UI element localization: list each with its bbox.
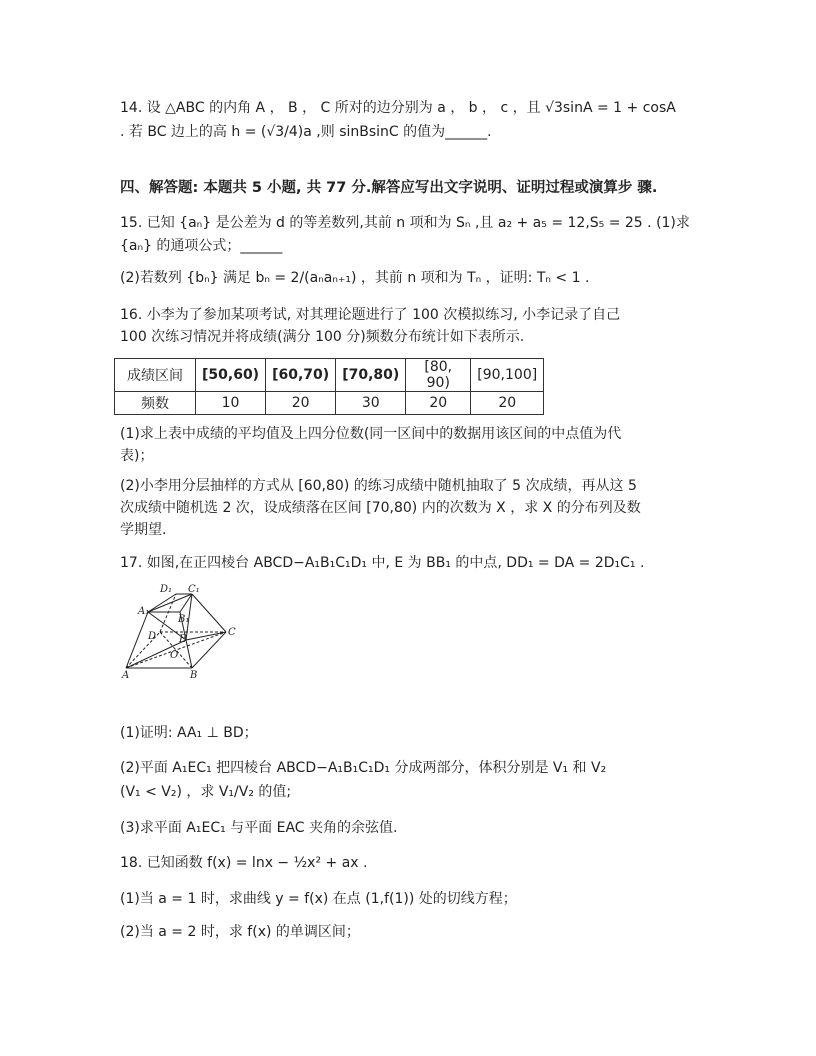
frustum-figure: [118, 582, 240, 682]
table-cell: 20: [406, 392, 471, 415]
label-A1: A₁: [138, 606, 150, 617]
label-O: O: [170, 650, 179, 661]
label-C1: C₁: [188, 584, 200, 595]
q14-line1: 14. 设 △ABC 的内角 A ， B ， C 所对的边分别为 a ， b ， c ，且 √3sinA = 1 + cosA: [120, 100, 676, 116]
q18-part2: (2)当 a = 2 时，求 f(x) 的单调区间；: [120, 924, 360, 940]
table-cell: 频数: [115, 392, 196, 415]
frequency-table: [114, 358, 544, 415]
label-E: E: [179, 634, 187, 645]
q14-line2: . 若 BC 边上的高 h = (√3/4)a ,则 sinBsinC 的值为______.: [120, 124, 492, 140]
q18-part1: (1)当 a = 1 时，求曲线 y = f(x) 在点 (1,f(1)) 处的切线方程；: [120, 891, 517, 907]
q15-line2: {aₙ} 的通项公式；______: [120, 238, 283, 254]
table-cell: [70,80): [336, 359, 406, 392]
table-cell: [60,70): [266, 359, 336, 392]
table-cell: [90,100]: [471, 359, 544, 392]
q17-part2-line1: (2)平面 A₁EC₁ 把四棱台 ABCD−A₁B₁C₁D₁ 分成两部分，体积分别是 V₁ 和 V₂: [120, 760, 607, 776]
q16-part1-line1: (1)求上表中成绩的平均值及上四分位数(同一区间中的数据用该区间的中点值为代: [120, 426, 622, 442]
q16-line1: 16. 小李为了参加某项考试, 对其理论题进行了 100 次模拟练习, 小李记录了自己: [120, 307, 621, 323]
q16-line2: 100 次练习情况并将成绩(满分 100 分)频数分布统计如下表所示.: [120, 329, 525, 345]
q16-part1-line2: 表)；: [120, 448, 154, 464]
q17-part1: (1)证明: AA₁ ⊥ BD；: [120, 725, 258, 741]
q17-part2-line2: (V₁ < V₂) ，求 V₁/V₂ 的值;: [120, 784, 292, 800]
table-header-row: [115, 359, 544, 392]
label-D: D: [148, 631, 157, 642]
table-cell: 20: [266, 392, 336, 415]
q15-line1: 15. 已知 {aₙ} 是公差为 d 的等差数列,其前 n 项和为 Sₙ ,且 a₂ + a₅ = 12,S₅ = 25 . (1)求: [120, 215, 690, 231]
q17-part3: (3)求平面 A₁EC₁ 与平面 EAC 夹角的余弦值.: [120, 820, 398, 836]
q16-part2-line2: 次成绩中随机选 2 次，设成绩落在区间 [70,80) 内的次数为 X ，求 X 的分布列及数: [120, 500, 641, 516]
label-D1: D₁: [160, 584, 173, 595]
table-cell: [50,60): [196, 359, 266, 392]
table-row: [115, 392, 544, 415]
label-A: A: [122, 670, 130, 681]
table-cell: 成绩区间: [115, 359, 196, 392]
label-C: C: [228, 627, 236, 638]
q16-part2-line3: 学期望.: [120, 522, 167, 538]
q16-part2-line1: (2)小李用分层抽样的方式从 [60,80) 的练习成绩中随机抽取了 5 次成绩，再从这 5: [120, 478, 637, 494]
table-cell: [80, 90): [406, 359, 471, 392]
q15-line3: (2)若数列 {bₙ} 满足 bₙ = 2/(aₙaₙ₊₁) ，其前 n 项和为 Tₙ ，证明: Tₙ < 1 .: [120, 270, 590, 286]
section-heading: 四、解答题: 本题共 5 小题, 共 77 分.解答应写出文字说明、证明过程或演算步 骤.: [120, 180, 658, 196]
label-B1: B₁: [178, 614, 190, 625]
table-cell: 20: [471, 392, 544, 415]
label-B: B: [190, 670, 198, 681]
table-cell: 10: [196, 392, 266, 415]
q17-line1: 17. 如图,在正四棱台 ABCD−A₁B₁C₁D₁ 中, E 为 BB₁ 的中点, DD₁ = DA = 2D₁C₁ .: [120, 555, 645, 571]
table-cell: 30: [336, 392, 406, 415]
q18-line1: 18. 已知函数 f(x) = lnx − ½x² + ax .: [120, 855, 368, 871]
